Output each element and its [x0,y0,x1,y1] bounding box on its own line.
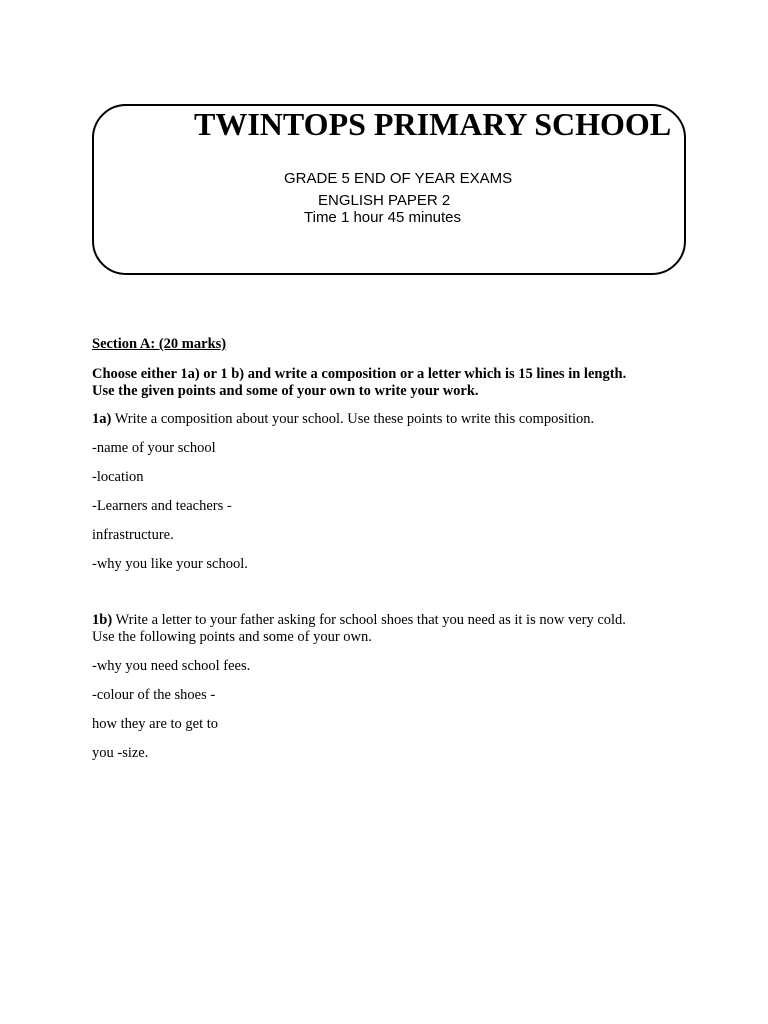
school-name: TWINTOPS PRIMARY SCHOOL [194,106,672,142]
list-item: -why you need school fees. [92,658,251,674]
question-1a-label: 1a) [92,411,112,427]
question-1a [92,411,692,428]
spacer [92,573,692,601]
list-item: you -size. [92,745,149,761]
list-item: -why you like your school. [92,556,248,572]
question-1b [92,612,692,646]
question-1b-text-line-1: Write a letter to your father asking for school shoes that you need as it is now very cold. [112,612,626,628]
question-1a-text: Write a composition about your school. Use these points to write this composition. [111,411,595,427]
list-item: -colour of the shoes - [92,687,216,703]
instructions-line-2: Use the given points and some of your own to write your work. [92,383,479,399]
instructions [92,366,692,400]
paper-title: ENGLISH PAPER 2 [318,192,451,209]
question-1b-label: 1b) [92,612,113,628]
list-item: infrastructure. [92,527,174,543]
question-1b-text-line-2: Use the following points and some of your own. [92,629,372,645]
exam-time: Time 1 hour 45 minutes [304,209,462,226]
exam-title: GRADE 5 END OF YEAR EXAMS [284,170,513,187]
list-item: how they are to get to [92,716,219,732]
list-item: -name of your school [92,440,216,456]
section-a [92,335,692,762]
list-item: -location [92,469,144,485]
list-item: -Learners and teachers - [92,498,232,514]
section-heading: Section A: (20 marks) [92,336,227,352]
instructions-line-1: Choose either 1a) or 1 b) and write a composition or a letter which is 15 lines in length. [92,366,627,382]
